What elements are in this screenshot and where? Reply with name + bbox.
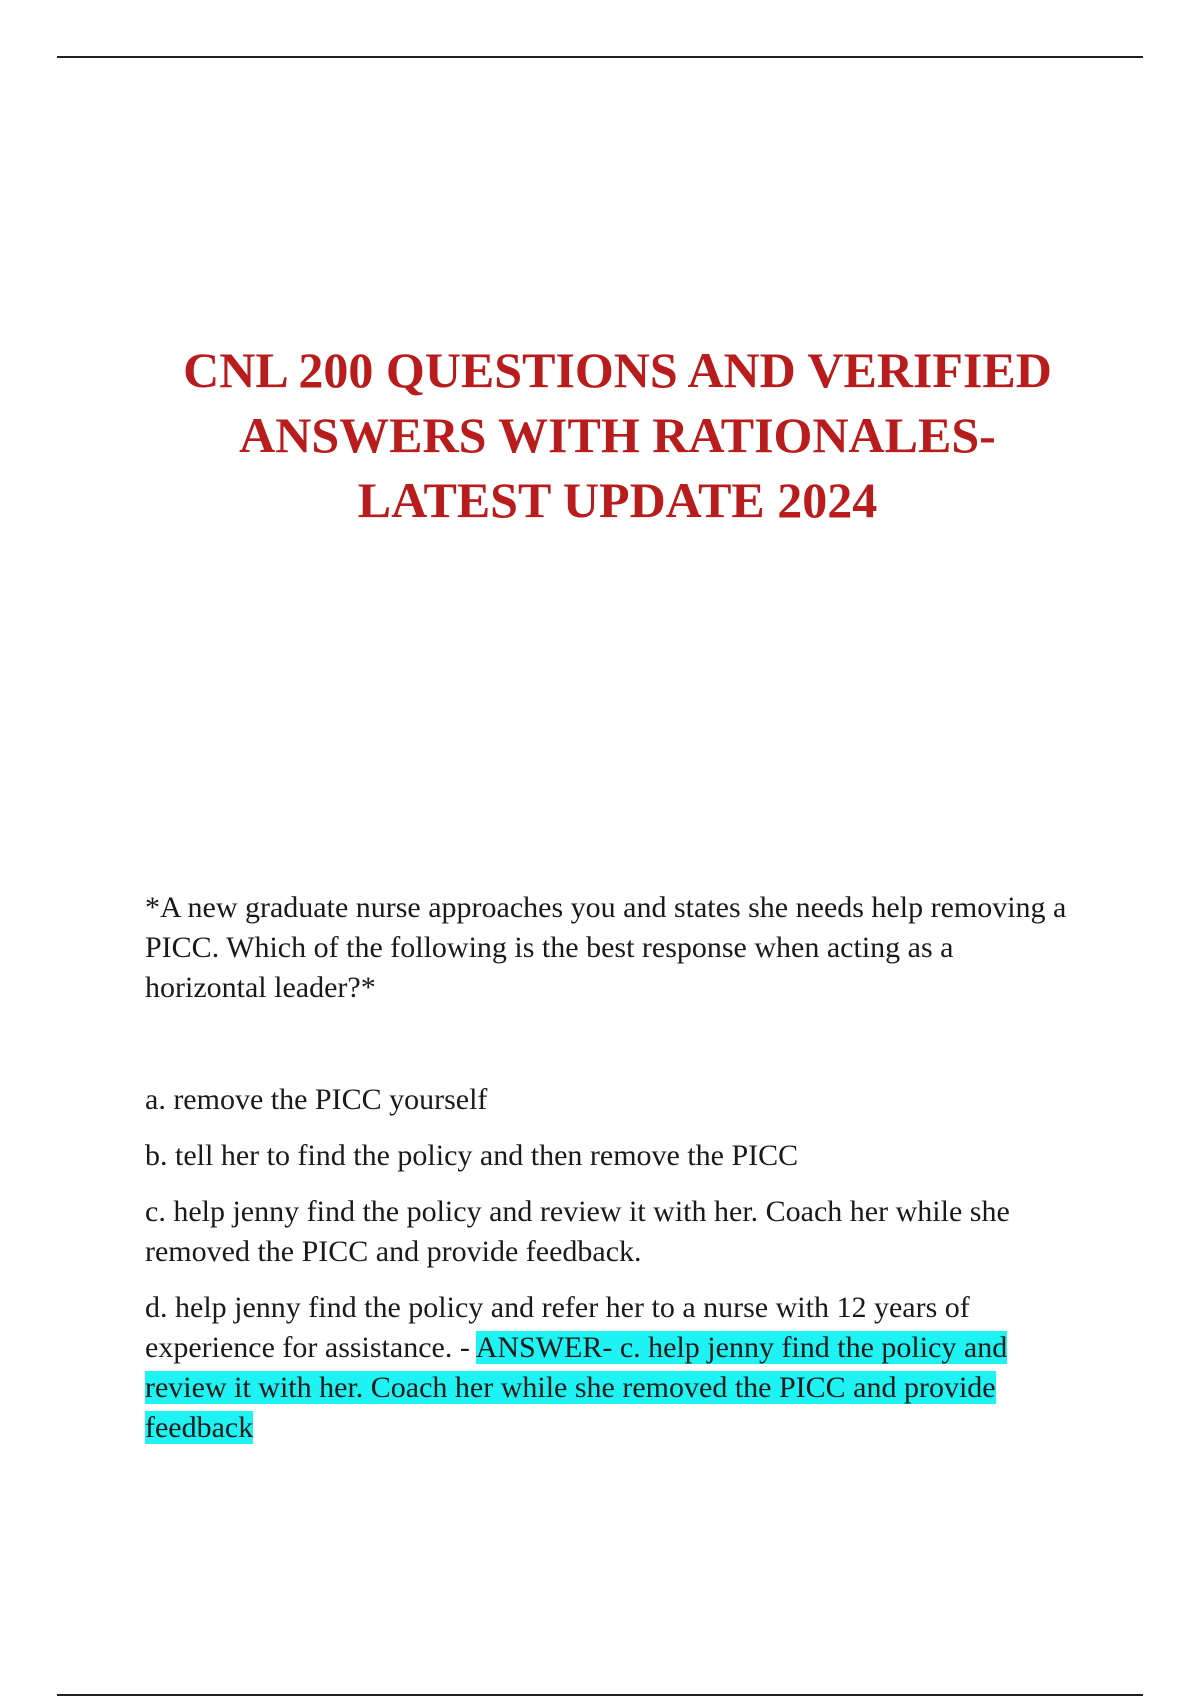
option-d-text: d. help jenny find the policy and refer her to a nurse with 12 years of experience for assistance. - (145, 1291, 970, 1364)
header-rule (57, 56, 1143, 58)
title-line-1: CNL 200 QUESTIONS AND VERIFIED (183, 342, 1052, 398)
question-block (145, 888, 1080, 1464)
title-line-2: ANSWERS WITH RATIONALES- (239, 407, 996, 463)
footer-rule (57, 1694, 1143, 1696)
question-text: *A new graduate nurse approaches you and states she needs help removing a PICC. Which of the following is the best response when acting as a horizontal leader?* (145, 891, 1067, 1004)
option-c: c. help jenny find the policy and review it with her. Coach her while she removed the PICC and provide feedback. (145, 1195, 1010, 1268)
option-b: b. tell her to find the policy and then remove the PICC (145, 1139, 799, 1172)
document-title (100, 338, 1135, 533)
option-a: a. remove the PICC yourself (145, 1083, 488, 1116)
answer-highlight: ANSWER- c. help jenny find the policy and review it with her. Coach her while she removed the PICC and provide feedback (145, 1331, 1008, 1444)
option-d (145, 1288, 1080, 1448)
title-line-3: LATEST UPDATE 2024 (357, 472, 878, 528)
